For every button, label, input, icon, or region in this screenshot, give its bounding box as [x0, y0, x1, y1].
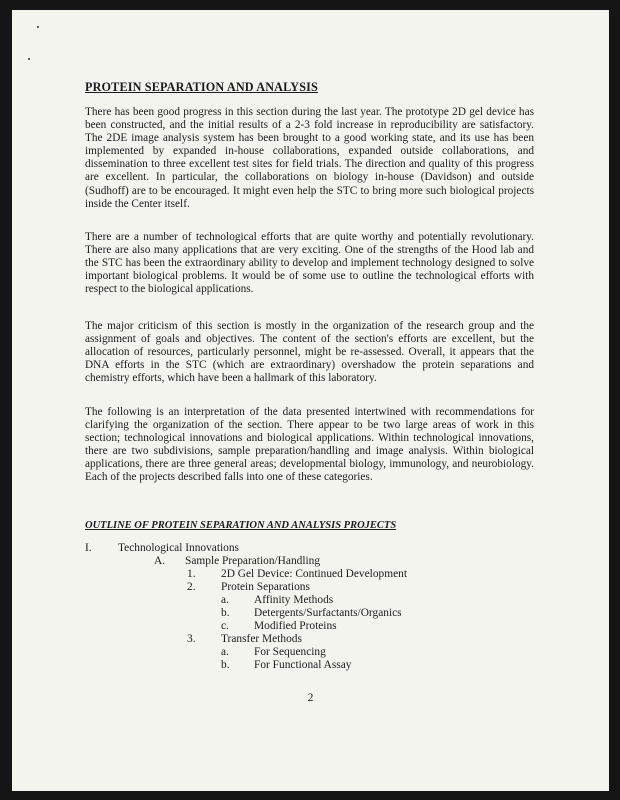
page-number: 2 — [307, 692, 314, 704]
outline-marker: A. — [154, 555, 166, 567]
outline-marker: 3. — [187, 633, 196, 645]
outline-text: Protein Separations — [221, 581, 310, 593]
outline-text: Modified Proteins — [254, 620, 337, 632]
outline-marker: b. — [221, 659, 230, 671]
outline-text: Affinity Methods — [254, 594, 334, 606]
outline-marker: 2. — [187, 581, 196, 593]
outline-text: For Sequencing — [254, 646, 326, 658]
outline-marker: I. — [85, 542, 92, 554]
paragraph-interpretation: The following is an interpretation of the data presented intertwined with recommendations for clarifying the organization of the section. There appear to be two large areas of work in this section; technological innovations and biological applications. Within technological innovations, there are two subdivisions, sample preparation/handling and image analysis. Within biological applications, there are three general areas; developmental biology, immunology, and neurobiology. Each of the projects described falls into one of these categories. — [85, 406, 534, 484]
scan-speck — [37, 26, 39, 28]
outline-text: 2D Gel Device: Continued Development — [221, 568, 407, 580]
document-page — [12, 10, 609, 791]
outline-marker: a. — [221, 646, 229, 658]
paragraph-progress: There has been good progress in this section during the last year. The prototype 2D gel device has been constructed, and the initial results of a 2-3 fold increase in reproducibility are satisfactory. The 2DE image analysis system has been brought to a good working state, and its use has been implemented by expanded in-house collaborations, expanded outside collaborations, and dissemination to three excellent test sites for field trials. The direction and quality of this progress are excellent. In particular, the collaborations on biology in-house (Davidson) and outside (Sudhoff) are to be encouraged. It might even help the STC to bring more such biological projects inside the Center itself. — [85, 106, 534, 210]
section-title: PROTEIN SEPARATION AND ANALYSIS — [85, 80, 318, 94]
paragraph-criticism: The major criticism of this section is mostly in the organization of the research group and the assignment of goals and objectives. The content of the section's efforts are excellent, but the allocation of resources, particularly personnel, might be re-assessed. Overall, it appears that the DNA efforts in the STC (which are extraordinary) overshadow the protein separations and chemistry efforts, which have been a hallmark of this laboratory. — [85, 320, 534, 385]
outline-text: Detergents/Surfactants/Organics — [254, 607, 402, 619]
outline-text: Sample Preparation/Handling — [185, 555, 321, 567]
scan-speck — [28, 58, 30, 60]
outline-text: Technological Innovations — [118, 542, 239, 554]
paragraph-technology: There are a number of technological efforts that are quite worthy and potentially revolutionary. There are also many applications that are very exciting. One of the strengths of the Hood lab and the STC has been the extraordinary ability to develop and implement technology designed to solve important biological problems. It would be of some use to outline the technological efforts with respect to the biological applications. — [85, 231, 534, 296]
outline-marker: a. — [221, 594, 229, 606]
outline-text: For Functional Assay — [254, 659, 352, 671]
outline-text: Transfer Methods — [221, 633, 302, 645]
outline-marker: 1. — [187, 568, 196, 580]
outline-marker: b. — [221, 607, 230, 619]
outline-title: OUTLINE OF PROTEIN SEPARATION AND ANALYSIS PROJECTS — [85, 520, 397, 531]
outline-marker: c. — [221, 620, 229, 632]
